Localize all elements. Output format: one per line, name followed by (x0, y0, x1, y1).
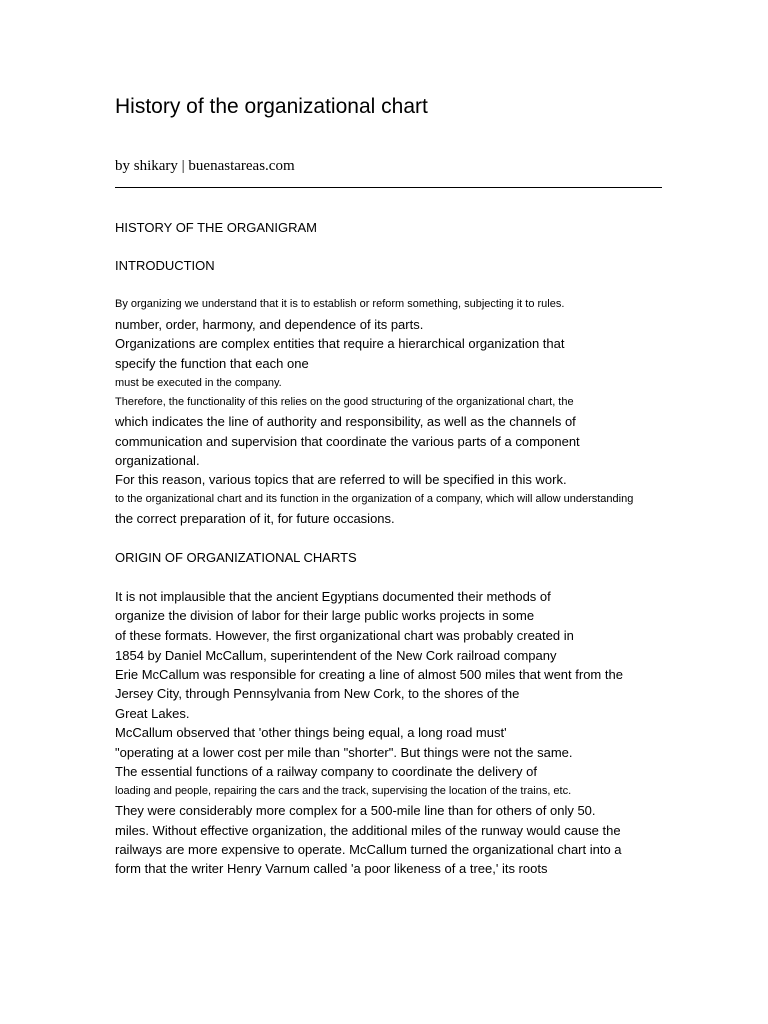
origin-line: "operating at a lower cost per mile than "shorter". But things were not the same. (115, 745, 573, 760)
section-heading-history: HISTORY OF THE ORGANIGRAM (115, 220, 318, 235)
intro-line: which indicates the line of authority and responsibility, as well as the channels of (115, 414, 576, 429)
origin-line: They were considerably more complex for a 500-mile line than for others of only 50. (115, 803, 596, 818)
intro-line: Therefore, the functionality of this relies on the good structuring of the organizational chart, the (115, 396, 574, 408)
section-heading-origin: ORIGIN OF ORGANIZATIONAL CHARTS (115, 550, 357, 565)
origin-line: of these formats. However, the first organizational chart was probably created in (115, 628, 574, 643)
intro-line: the correct preparation of it, for future occasions. (115, 511, 395, 526)
section-heading-introduction: INTRODUCTION (115, 258, 215, 273)
origin-line: 1854 by Daniel McCallum, superintendent of the New Cork railroad company (115, 648, 557, 663)
origin-line: Erie McCallum was responsible for creating a line of almost 500 miles that went from the (115, 667, 623, 682)
intro-line: number, order, harmony, and dependence of its parts. (115, 317, 424, 332)
origin-line: Jersey City, through Pennsylvania from New Cork, to the shores of the (115, 686, 520, 701)
intro-line: to the organizational chart and its function in the organization of a company, which will allow understanding (115, 493, 634, 505)
title-divider (115, 187, 662, 188)
document-title: History of the organizational chart (115, 95, 428, 118)
intro-line: must be executed in the company. (115, 377, 282, 389)
intro-line: specify the function that each one (115, 356, 309, 371)
intro-line: communication and supervision that coordinate the various parts of a component (115, 434, 580, 449)
origin-line: McCallum observed that 'other things being equal, a long road must' (115, 725, 507, 740)
intro-line: For this reason, various topics that are referred to will be specified in this work. (115, 472, 567, 487)
origin-line: form that the writer Henry Varnum called 'a poor likeness of a tree,' its roots (115, 861, 548, 876)
origin-line: loading and people, repairing the cars and the track, supervising the location of the trains, etc. (115, 785, 572, 797)
document-byline: by shikary | buenastareas.com (115, 158, 295, 174)
origin-line: miles. Without effective organization, the additional miles of the runway would cause the (115, 823, 621, 838)
origin-line: It is not implausible that the ancient Egyptians documented their methods of (115, 589, 551, 604)
origin-line: The essential functions of a railway company to coordinate the delivery of (115, 764, 538, 779)
intro-line: organizational. (115, 453, 200, 468)
origin-line: organize the division of labor for their large public works projects in some (115, 608, 535, 623)
intro-line: Organizations are complex entities that require a hierarchical organization that (115, 336, 565, 351)
origin-line: railways are more expensive to operate. McCallum turned the organizational chart into a (115, 842, 622, 857)
origin-line: Great Lakes. (115, 706, 190, 721)
intro-line: By organizing we understand that it is to establish or reform something, subjecting it to rules. (115, 298, 565, 310)
